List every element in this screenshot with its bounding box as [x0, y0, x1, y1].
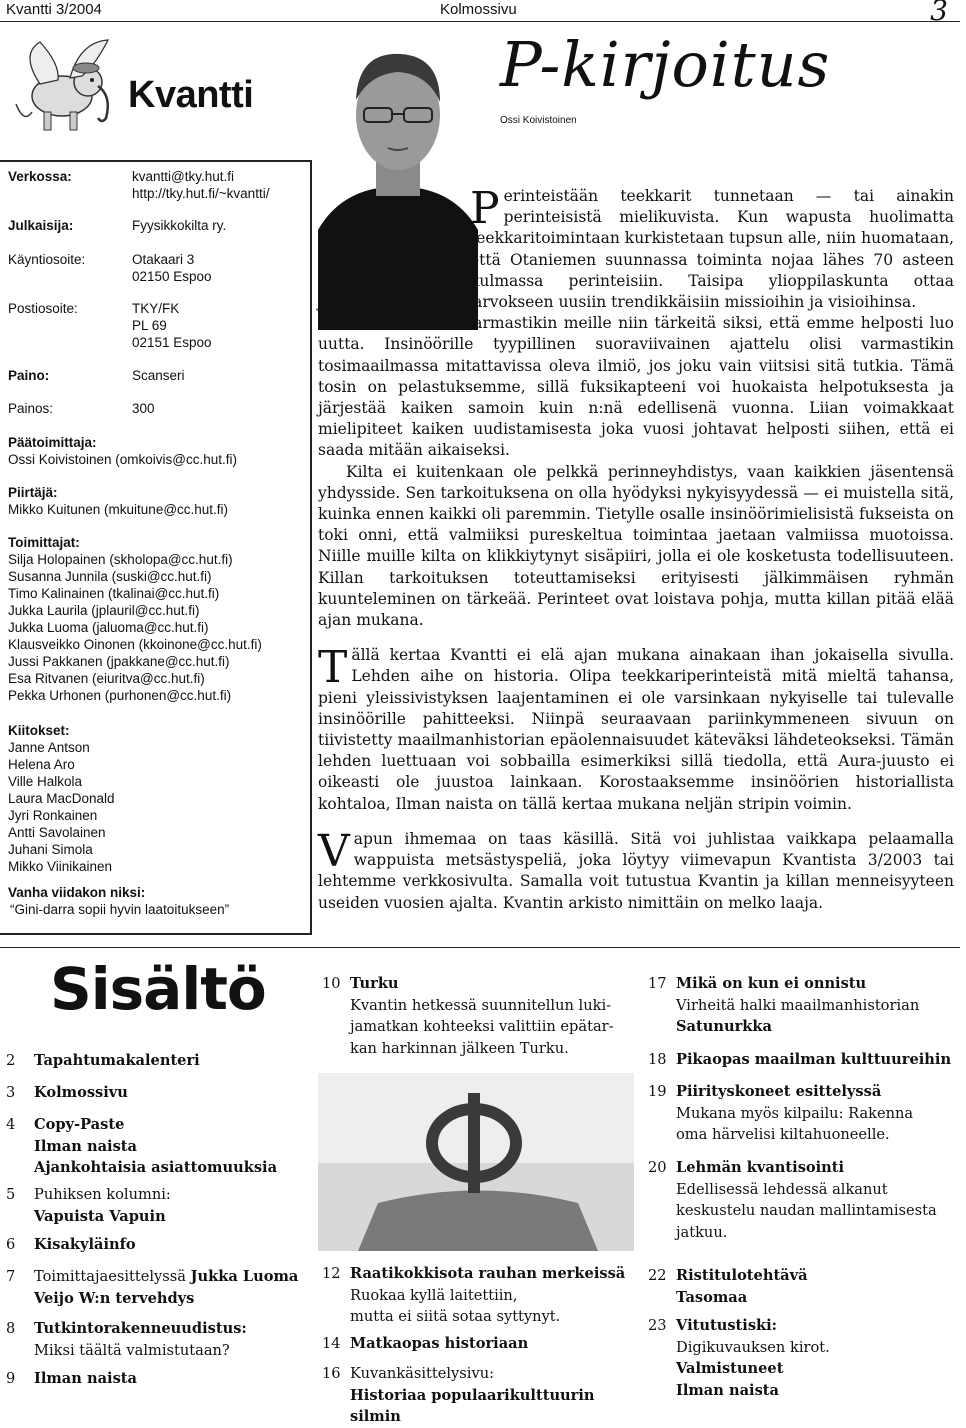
- toc-item-text: [34, 1114, 304, 1179]
- toc-line: kan harkinnan jälkeen Turku.: [350, 1039, 569, 1057]
- list-item: Susanna Junnila (suski@cc.hut.fi): [8, 569, 212, 584]
- toc-line: Ruokaa kyllä laitettiin,: [350, 1286, 518, 1304]
- verkossa-row: [8, 168, 269, 202]
- logo-text: Kvantti: [128, 74, 254, 116]
- toc-line: Puhiksen kolumni:: [34, 1186, 171, 1203]
- toc-line: Historiaa populaarikulttuurin silmin: [350, 1386, 595, 1425]
- paino-label: Paino:: [8, 368, 50, 383]
- toc-line: Virheitä halki maailmanhistorian: [676, 996, 920, 1014]
- toc-line: Mukana myös kilpailu: Rakenna: [676, 1104, 914, 1122]
- toc-line: oma härvelisi kiltahuoneelle.: [676, 1126, 890, 1143]
- toc-page-number: 18: [648, 1051, 667, 1068]
- toc-line: Raatikokkisota rauhan merkeissä: [350, 1265, 626, 1282]
- drop-cap: P: [470, 183, 500, 234]
- paino-row: [8, 367, 185, 384]
- toc-line: Tapahtumakalenteri: [34, 1052, 200, 1069]
- toc-page-number: 23: [648, 1317, 667, 1334]
- toc-line: Tasomaa: [676, 1288, 748, 1306]
- toc-page-number: 6: [6, 1236, 16, 1253]
- kiitokset-list: [8, 739, 308, 875]
- toc-line: jamatkan kohteeksi valittiin epätar-: [350, 1018, 614, 1035]
- toc-line: Ajankohtaisia asiattomuuksia: [34, 1159, 278, 1176]
- list-item: Laura MacDonald: [8, 791, 115, 806]
- toc-item-text: [676, 973, 966, 1038]
- toc-line: Ilman naista: [34, 1370, 137, 1387]
- toc-line: Vitutustiski:: [676, 1317, 778, 1334]
- toc-line: Satunurkka: [676, 1018, 772, 1035]
- toc-line: Valmistuneet: [676, 1360, 784, 1377]
- julkaisija-label: Julkaisija:: [8, 218, 74, 233]
- paatoimittaja-block: [8, 434, 308, 468]
- postiosoite-line: 02151 Espoo: [132, 335, 212, 350]
- toc-item-text: [676, 1157, 966, 1243]
- piirtaja-block: [8, 484, 308, 518]
- toc-line: Ristitulotehtävä: [676, 1267, 808, 1284]
- kiitokset-block: [8, 722, 308, 875]
- toc-page-number: 22: [648, 1267, 667, 1284]
- toc-item-text: [350, 1363, 640, 1428]
- list-item: Timo Kalinainen (tkalinai@cc.hut.fi): [8, 586, 220, 601]
- list-item: Jukka Laurila (jplauril@cc.hut.fi): [8, 603, 200, 618]
- toc-page-number: 12: [322, 1265, 341, 1282]
- postiosoite-row: [8, 300, 212, 351]
- toc-line: jatkuu.: [676, 1223, 728, 1241]
- toc-item-text: [34, 1050, 304, 1072]
- paatoimittaja-label: Päätoimittaja:: [8, 435, 97, 450]
- list-item: Helena Aro: [8, 757, 75, 772]
- toc-line: Edellisessä lehdessä alkanut: [676, 1180, 888, 1198]
- toc-line: Miksi täältä valmistutaan?: [34, 1341, 230, 1359]
- list-item: Pekka Urhonen (purhonen@cc.hut.fi): [8, 688, 232, 703]
- toc-line: Vapuista Vapuin: [34, 1207, 166, 1225]
- article-paragraph: [318, 642, 954, 815]
- toc-item-text: [34, 1266, 304, 1309]
- toimittajat-label: Toimittajat:: [8, 535, 80, 550]
- postiosoite-label: Postiosoite:: [8, 301, 78, 316]
- url-value[interactable]: http://tky.hut.fi/~kvantti/: [132, 186, 270, 201]
- toc-line: mutta ei siitä sotaa syttynyt.: [350, 1308, 561, 1325]
- kayntiosoite-line: Otakaari 3: [132, 252, 195, 267]
- toc-item-text: [676, 1049, 966, 1071]
- toc-page-number: 19: [648, 1083, 667, 1100]
- toimittajat-list: [8, 551, 308, 704]
- paino-value: Scanseri: [132, 368, 185, 383]
- toc-item-text: [350, 1333, 640, 1355]
- drop-cap: T: [318, 642, 348, 694]
- list-item: Klausveikko Oinonen (kkoinone@cc.hut.fi): [8, 637, 262, 652]
- list-item: Mikko Viinikainen: [8, 859, 113, 874]
- toc-line: Kolmossivu: [34, 1084, 128, 1101]
- toc-page-number: 9: [6, 1370, 16, 1387]
- toc-line: Ilman naista: [34, 1137, 137, 1155]
- piirtaja-value: Mikko Kuitunen (mkuitune@cc.hut.fi): [8, 502, 229, 517]
- niksi-value: “Gini-darra sopii hyvin laatoitukseen”: [10, 902, 230, 917]
- niksi-label: Vanha viidakon niksi:: [8, 885, 146, 900]
- section-label: Kolmossivu: [440, 1, 517, 18]
- toc-line: Tutkintorakenneuudistus:: [34, 1320, 247, 1337]
- toc-line: Digikuvauksen kirot.: [676, 1338, 830, 1356]
- toc-line: Copy-Paste: [34, 1116, 125, 1133]
- toc-line: Pikaopas maailman kulttuureihin: [676, 1051, 952, 1068]
- article-author: Ossi Koivistoinen: [500, 115, 577, 126]
- postiosoite-line: PL 69: [132, 318, 167, 333]
- toc-page-number: 3: [6, 1084, 16, 1101]
- kiitokset-label: Kiitokset:: [8, 723, 70, 738]
- toc-line: Kisakyläinfo: [34, 1236, 136, 1253]
- list-item: Jyri Ronkainen: [8, 808, 98, 823]
- toc-page-number: 8: [6, 1320, 16, 1337]
- toc-item-text: [350, 1263, 640, 1328]
- page-header: [0, 0, 960, 27]
- toc-line: Toimittajaesittelyssä Jukka Luoma: [34, 1268, 299, 1285]
- verkossa-label: Verkossa:: [8, 169, 72, 184]
- drop-cap: V: [318, 825, 350, 877]
- niksi-block: [8, 884, 308, 918]
- paragraph-text: ällä kertaa Kvantti ei elä ajan mukana ainakaan ihan jokaisella sivulla. Lehden aihe on historia. Olipa teekkariperinteistä mitä mieltä tahansa, pieni yleissivistyksen laajentaminen ei ole varsinkaan nykyiselle tai tulevalle insinöörille pahitteeksi. Niinpä seuraavaan pariinkymmeneen sivuun on tiivistetty maailmanhistorian epäolennaisuudet käteväksi lähdeteokseksi. Tämän lehden luettuaan voi sobbailla esimerkiksi sillä tiedolla, että Aura-juusto ei oikeasti ole juustoa lainkaan. Korostaaksemme insinöörien historiallista kohtaloa, Ilman naista on tällä kertaa mukana neljän stripin voimin.: [318, 646, 954, 813]
- toc-page-number: 5: [6, 1186, 16, 1203]
- article-body: [318, 183, 954, 914]
- toc-line: keskustelu naudan mallintamisesta: [676, 1202, 937, 1219]
- toc-item-text: [34, 1082, 304, 1104]
- toc-page-number: 20: [648, 1159, 667, 1176]
- toc-item-text: [350, 973, 640, 1059]
- toc-line: Kvantin hetkessä suunnitellun luki-: [350, 996, 612, 1014]
- list-item: Jussi Pakkanen (jpakkane@cc.hut.fi): [8, 654, 230, 669]
- toc-title: Sisältö: [50, 955, 266, 1023]
- kayntiosoite-row: [8, 251, 212, 285]
- list-item: Jukka Luoma (jaluoma@cc.hut.fi): [8, 620, 209, 635]
- email-value[interactable]: kvantti@tky.hut.fi: [132, 169, 234, 184]
- section-divider: [0, 947, 960, 948]
- julkaisija-row: [8, 217, 226, 234]
- toc-item-text: [34, 1318, 304, 1361]
- toc-line: Kuvankäsittelysivu:: [350, 1365, 495, 1382]
- toc-item-text: [676, 1081, 966, 1146]
- paatoimittaja-value: Ossi Koivistoinen (omkoivis@cc.hut.fi): [8, 452, 238, 467]
- photo-spacer: [318, 186, 470, 288]
- paragraph-text: apun ihmemaa on taas käsillä. Sitä voi juhlistaa vaikkapa pelaamalla wappuista metsästyspeliä, joka löytyy viimevapun Kvantista 3/2003 tai lehtemme verkkosivulta. Samalla voit tutustua Kvantin ja killan menneisyyteen useiden vuosien ajalta. Kvantin arkisto nimittäin on melko laaja.: [318, 829, 954, 912]
- toimittajat-block: [8, 534, 308, 704]
- toc-line: Piirityskoneet esittelyssä: [676, 1083, 882, 1100]
- issue-label: Kvantti 3/2004: [6, 1, 102, 18]
- list-item: Silja Holopainen (skholopa@cc.hut.fi): [8, 552, 233, 567]
- paragraph-text: erinteistään teekkarit tunnetaan — tai ainakin perinteisistä mielikuvista. Kun wapusta huolimatta teekkaritoimintaan kurkistetaan tupsun alle, niin huomataan, että Otaniemen suunnassa toiminta nojaa lähes 70 asteen kulmassa perinteisiin. Taisipa ylioppilaskunta ottaa jatkuvuuden oikein arvokseen uusiin trendikkäisiin missioihin ja visioihinsa.: [318, 187, 954, 312]
- list-item: Janne Antson: [8, 740, 90, 755]
- toc-item-text: [676, 1315, 966, 1401]
- article-paragraph: [318, 825, 954, 914]
- toc-page-number: 10: [322, 975, 341, 992]
- phi-sculpture-photo: [318, 1073, 634, 1251]
- piirtaja-label: Piirtäjä:: [8, 485, 58, 500]
- painos-row: [8, 400, 155, 417]
- painos-label: Painos:: [8, 401, 54, 416]
- toc-line: Turku: [350, 975, 399, 992]
- flying-elephant-logo: [10, 34, 128, 150]
- toc-page-number: 14: [322, 1335, 341, 1352]
- toc-item-text: [34, 1184, 304, 1227]
- article-paragraph: Kilta ei kuitenkaan ole pelkkä perinneyhdistys, vaan kaikkien jäsentensä yhdysside. Sen tarkoituksena on olla hyödyksi nykyisyydessä — ei muistella sitä, kuinka ennen kaikki oli paremmin. Tietylle osalle insinöörimielisistä fukseista on toki onni, että valmiiksi pureskeltua toimintaa jaetaan valmiissa muotoissa. Niille muille kilta on klikkiytynyt sisäpiiri, jolla ei ole kosketusta todellisuuteen. Killan tarkoituksen toteuttamiseksi erityisesti jälkimmäisen ryhmän kuunteleminen on tärkeää. Perinteet ovat loistava pohja, mutta killan pitää elää ajan mukana.: [318, 462, 954, 630]
- masthead: [0, 30, 312, 152]
- list-item: Antti Savolainen: [8, 825, 106, 840]
- toc-item-text: [34, 1368, 304, 1390]
- julkaisija-value: Fyysikkokilta ry.: [132, 218, 227, 233]
- kayntiosoite-line: 02150 Espoo: [132, 269, 212, 284]
- toc-page-number: 16: [322, 1365, 341, 1382]
- toc-line: Mikä on kun ei onnistu: [676, 975, 867, 992]
- toc-line: Matkaopas historiaan: [350, 1335, 529, 1352]
- toc-page-number: 2: [6, 1052, 16, 1069]
- painos-value: 300: [132, 401, 155, 416]
- toc-page-number: 4: [6, 1116, 16, 1133]
- colophon-box: [0, 160, 312, 935]
- toc-line: Lehmän kvantisointi: [676, 1159, 845, 1176]
- toc-page-number: 17: [648, 975, 667, 992]
- toc-line: Ilman naista: [676, 1381, 779, 1399]
- kayntiosoite-label: Käyntiosoite:: [8, 252, 86, 267]
- list-item: Ville Halkola: [8, 774, 83, 789]
- list-item: Juhani Simola: [8, 842, 93, 857]
- postiosoite-line: TKY/FK: [132, 301, 180, 316]
- list-item: Esa Ritvanen (eiuritva@cc.hut.fi): [8, 671, 205, 686]
- toc-line: Veijo W:n tervehdys: [34, 1289, 195, 1307]
- page-number: 3: [930, 0, 948, 27]
- article-title: P-kirjoitus: [500, 28, 831, 101]
- article-paragraph: Perinteet ovat varmastikin meille niin tärkeitä siksi, että emme helposti luo uutta. Insinöörille tyypillinen suoraviivainen ajattelu olisi varmastikin tosimaailmassa mitattavissa oleva ilmiö, jos joku vain viitsisi sitä tutkia. Tämä tosin on pelastuksemme, sillä fuksikapteeni voi huokaista helpotuksesta ja järjestää kaiken samoin kuin n:nä edellisenä vuonna. Liian voimakkaat mielipiteet kaiken uudistamisesta joka vuosi johtavat helposti siihen, että ei saada mitään aikaiseksi.: [318, 314, 954, 460]
- toc-item-text: [34, 1234, 304, 1256]
- toc-item-text: [676, 1265, 966, 1308]
- toc-page-number: 7: [6, 1268, 16, 1285]
